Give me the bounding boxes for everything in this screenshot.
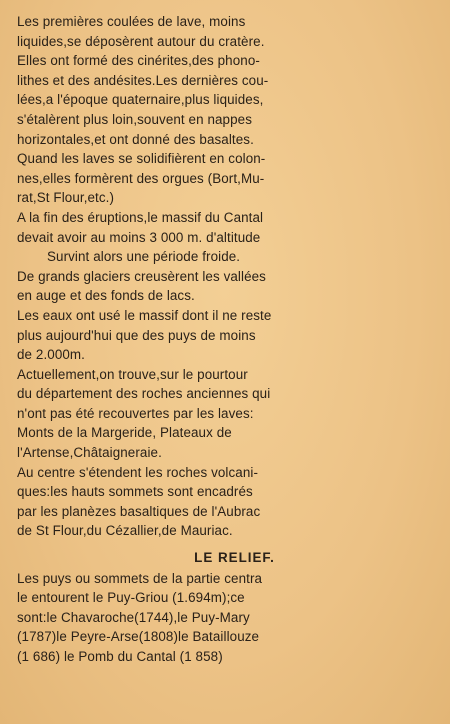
text-line: Quand les laves se solidifièrent en colon- — [17, 151, 266, 167]
text-line: devait avoir au moins 3 000 m. d'altitude — [17, 229, 261, 245]
text-line: par les planèzes basaltiques de l'Aubrac — [17, 503, 261, 519]
text-line: de 2.000m. — [17, 347, 85, 363]
text-line: De grands glaciers creusèrent les vallées — [17, 268, 266, 284]
paragraph-relief — [17, 569, 442, 667]
text-line: (1 686) le Pomb du Cantal (1 858) — [17, 649, 223, 664]
text-line: Les premières coulées de lave, moins — [17, 14, 246, 29]
text-line: plus aujourd'hui que des puys de moins — [17, 327, 256, 343]
text-line: nes,elles formèrent des orgues (Bort,Mu- — [17, 170, 265, 186]
text-line-indented: Survint alors une période froide. — [47, 249, 241, 265]
text-line: Elles ont formé des cinérites,des phono- — [17, 53, 260, 69]
text-line: Les puys ou sommets de la partie centra — [17, 570, 263, 586]
text-line: ques:les hauts sommets sont encadrés — [17, 484, 253, 500]
text-line: l'Artense,Châtaigneraie. — [17, 445, 162, 461]
text-line: s'étalèrent plus loin,souvent en nappes — [17, 111, 252, 127]
paragraph-glaciers — [17, 267, 442, 541]
text-line: Actuellement,on trouve,sur le pourtour — [17, 366, 248, 382]
text-line: de St Flour,du Cézallier,de Mauriac. — [17, 523, 233, 539]
text-line: Les eaux ont usé le massif dont il ne reste — [17, 307, 272, 323]
text-line: du département des roches anciennes qui — [17, 386, 271, 402]
text-line: rat,St Flour,etc.) — [17, 190, 115, 206]
text-line: Au centre s'étendent les roches volcani- — [17, 464, 259, 480]
text-line: A la fin des éruptions,le massif du Cantal — [17, 209, 264, 225]
text-line: en auge et des fonds de lacs. — [17, 288, 195, 304]
text-line: (1787)le Peyre-Arse(1808)le Bataillouze — [17, 629, 260, 645]
text-line: n'ont pas été recouvertes par les laves: — [17, 405, 254, 421]
text-line: horizontales,et ont donné des basaltes. — [17, 131, 254, 147]
text-line: lithes et des andésites.Les dernières cou- — [17, 72, 269, 88]
text-line: liquides,se déposèrent autour du cratère. — [17, 33, 265, 49]
text-line: Monts de la Margeride, Plateaux de — [17, 425, 232, 441]
section-heading: LE RELIEF. — [194, 550, 275, 566]
paragraph-lava — [17, 12, 442, 267]
text-line: sont:le Chavaroche(1744),le Puy-Mary — [17, 609, 250, 625]
text-line: lées,a l'époque quaternaire,plus liquides, — [17, 92, 264, 108]
text-line: le entourent le Puy-Griou (1.694m);ce — [17, 590, 245, 606]
document-text — [17, 12, 442, 667]
